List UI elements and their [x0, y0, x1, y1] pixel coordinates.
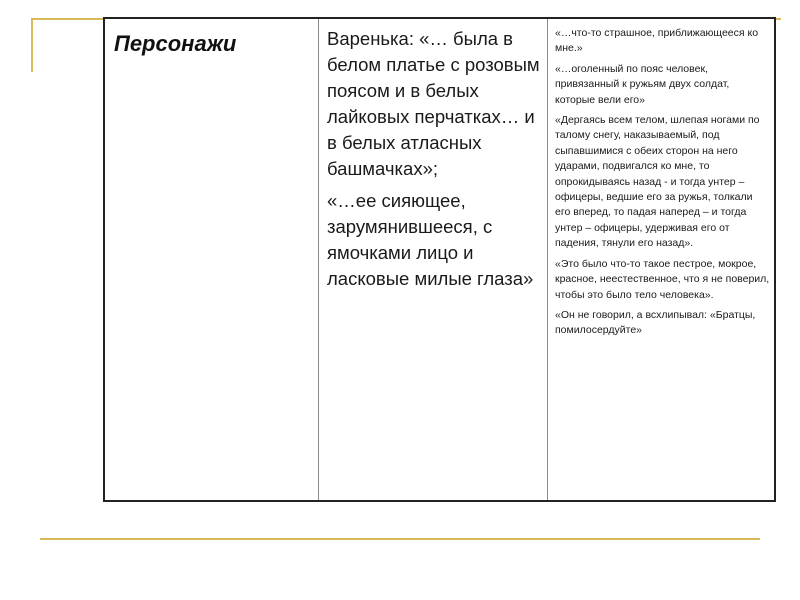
scene-quote: «Он не говорил, а всхлипывал: «Братцы, помилосердуйте» — [555, 308, 756, 337]
scene-quote: «…что-то страшное, приближающееся ко мне.» — [555, 27, 759, 55]
decorative-left-line — [31, 18, 33, 72]
header-cell — [104, 18, 319, 501]
character-quotes-cell — [319, 18, 548, 501]
characters-heading: Персонажи — [114, 31, 237, 56]
quote-varenka-appearance: Варенька: «… была в белом платье с розовым поясом и в белых лайковых перчатках… и в белых атласных башмачках»; — [327, 28, 540, 179]
scene-quote: «Дергаясь всем телом, шлепая ногами по талому снегу, наказываемый, под сыпавшимися с обеих сторон на него ударами, подвигался ко мне, то опрокидываясь назад - и тогда унтер – офицеры, ведшие его за ружья, толкали его вперед, то падая наперед – и тогда унтер – офицеры, удерживая его от падения, тянули его назад». — [555, 114, 760, 250]
scene-quote: «Это было что-то такое пестрое, мокрое, красное, неестественное, что я не поверил, чтобы это было тело человека». — [555, 257, 770, 301]
scene-quotes-cell — [548, 18, 776, 501]
decorative-bottom-line — [40, 538, 760, 540]
scene-quote: «…оголенный по пояс человек, привязанный к ружьям двух солдат, которые вели его» — [555, 62, 730, 106]
quote-varenka-face: «…ее сияющее, зарумянившееся, с ямочками лицо и ласковые милые глаза» — [327, 190, 534, 289]
characters-table — [103, 17, 776, 502]
table-row — [104, 18, 775, 501]
